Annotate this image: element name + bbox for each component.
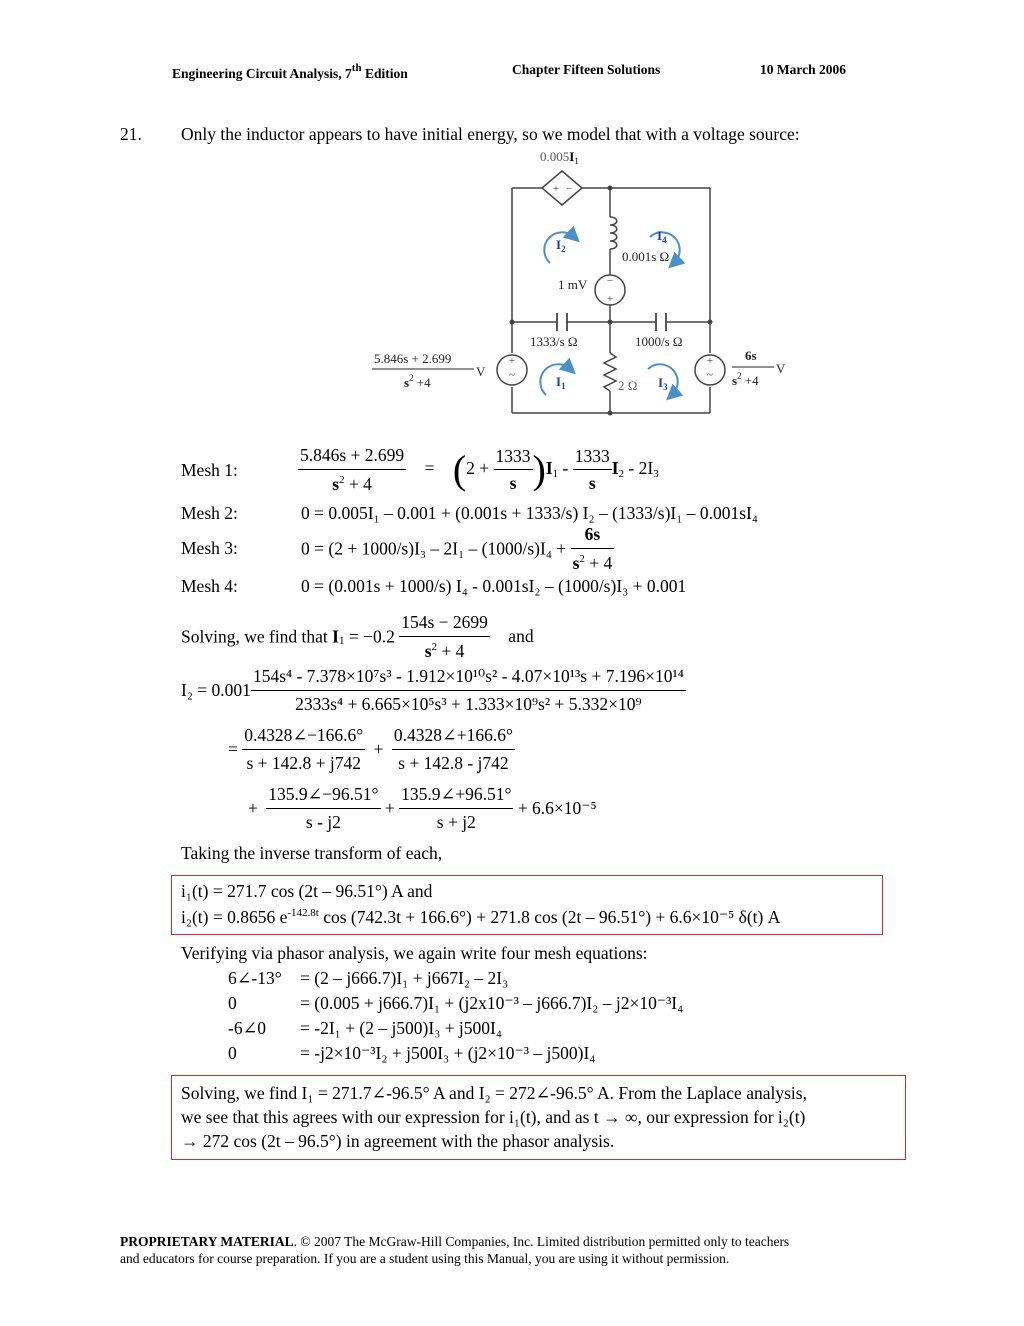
inverse-lead: Taking the inverse transform of each, [181,843,443,863]
phasor-row-4-lhs: 0 [228,1043,237,1063]
phasor-row-1-rhs: = (2 – j666.7)I₁ + j667I₂ – 2I₃ [300,968,509,988]
footer-line-2: and educators for course preparation. If you are a student using this Manual, you are using it without permission. [120,1251,730,1266]
header-date: 10 March 2006 [760,62,846,77]
problem-intro: Only the inductor appears to have initial energy, so we model that with a voltage source: [181,124,800,144]
mesh4-equation: 0 = (0.001s + 1000/s) I₄ - 0.001sI₂ – (1000/s)I₃ + 0.001 [301,576,687,596]
right-src-num: 6s [745,348,757,363]
mesh-label-3: $I_3$ [658,375,668,392]
vsource-label: 1 mV [558,277,588,292]
mesh-label-1: $I_1$ [556,374,566,391]
ls-plus: + [508,355,516,367]
dep-plus: + [552,183,560,195]
mesh2-label: Mesh 2: [181,503,238,523]
mesh3-equation: 0 = (2 + 1000/s)I₃ – 2I₁ – (1000/s)I₄ + $\frac{6s}{s^2 + 4}$ [301,524,613,573]
phasor-row-3-lhs: -6∠0 [228,1018,266,1038]
mesh1-equation: $\frac{5.846s + 2.699}{s^2 + 4}$ = (2 + $\frac{1333}{s}$ )$I_1$ - $\frac{1333}{s}$ $I_2 - 2I_3$ [300,445,659,494]
left-src-unit: V [476,364,486,379]
inductor-label: 0.001s Ω [622,249,670,264]
mesh4-label: Mesh 4: [181,576,238,596]
phasor-row-2-rhs: = (0.005 + j666.7)I₁ + (j2x10⁻³ – j666.7)I₂ – j2×10⁻³I₄ [300,993,684,1013]
resistor-label: 2 Ω [618,378,638,393]
solve-i2: I₂ = 0.001 154s⁴ - 7.378×10⁷s³ - 1.912×10¹⁰s² - 4.07×10¹³s + 7.196×10¹⁴ 2333s⁴ + 6.665×10⁵s³ + 1.333×10⁹s² + 5.332×10⁹ [181,666,684,714]
phasor-row-4-rhs: = -j2×10⁻³I₂ + j500I₃ + (j2×10⁻³ – j500)I₄ [300,1043,596,1063]
rs-tilde: ~ [707,369,713,381]
mesh3-label: Mesh 3: [181,538,238,558]
conclusion-line-1: Solving, we find I₁ = 271.7∠-96.5° A and I₂ = 272∠-96.5° A. From the Laplace analysis, [181,1083,807,1103]
header-book: Engineering Circuit Analysis, 7th Edition [172,62,408,81]
phasor-row-2-lhs: 0 [228,993,237,1013]
vs-plus: + [606,293,614,305]
inverse-i1: i₁(t) = 271.7 cos (2t – 96.51°) A and [181,881,433,901]
problem-number: 21. [120,124,142,144]
circuit-diagram [360,145,800,425]
dep-source-label: $0.005I_1$ [540,149,579,166]
mesh2-equation: 0 = 0.005I₁ – 0.001 + (0.001s + 1333/s) I₂ – (1333/s)I₁ – 0.001sI₄ [301,503,758,523]
solve-i1: Solving, we find that $I_1 = -0.2$ $\frac{154s - 2699}{s^2 + 4}$ and [181,612,534,661]
header-chapter: Chapter Fifteen Solutions [512,62,661,77]
phasor-row-1-lhs: 6∠-13° [228,968,282,988]
footer-line-1: PROPRIETARY MATERIAL. © 2007 The McGraw-Hill Companies, Inc. Limited distribution permitted only to teachers [120,1234,790,1249]
partial-fractions-1: = $\frac{0.4328\angle-166.6^\circ}{s + 142.8 + j742}$ + $\frac{0.4328\angle+166.6^\circ}{s + 142.8 - j742}$ [228,725,513,773]
rs-plus: + [706,355,714,367]
mesh-label-4: $I_4$ [657,228,667,245]
cap2-label: 1000/s Ω [635,334,683,349]
ls-tilde: ~ [509,369,515,381]
mesh-label-2: $I_2$ [556,237,566,254]
dep-minus: − [565,183,573,195]
vs-minus: − [606,275,614,287]
phasor-lead: Verifying via phasor analysis, we again write four mesh equations: [181,943,648,963]
cap1-label: 1333/s Ω [530,334,578,349]
left-src-num: 5.846s + 2.699 [374,351,452,366]
right-src-den: $s^2 +4$ [732,371,759,388]
left-src-den: $s^2 +4$ [404,373,431,390]
partial-fractions-2: + $\frac{135.9\angle-96.51^\circ}{s - j2}$ + $\frac{135.9\angle+96.51^\circ}{s + j2}$ + 6.6×10⁻⁵ [248,784,597,832]
mesh1-label: Mesh 1: [181,460,238,480]
phasor-row-3-rhs: = -2I₁ + (2 – j500)I₃ + j500I₄ [300,1018,502,1038]
inverse-i2: i₂(t) = 0.8656 $e^{-142.8t}$ cos (742.3t + 166.6°) + 271.8 cos (2t – 96.51°) + 6.6×10⁻⁵ δ(t) A [181,907,781,927]
conclusion-line-2: we see that this agrees with our expression for i₁(t), and as t → ∞, our expression for i₂(t) [181,1107,806,1127]
conclusion-line-3: → 272 cos (2t – 96.5°) in agreement with the phasor analysis. [181,1131,615,1151]
right-src-unit: V [776,361,786,376]
